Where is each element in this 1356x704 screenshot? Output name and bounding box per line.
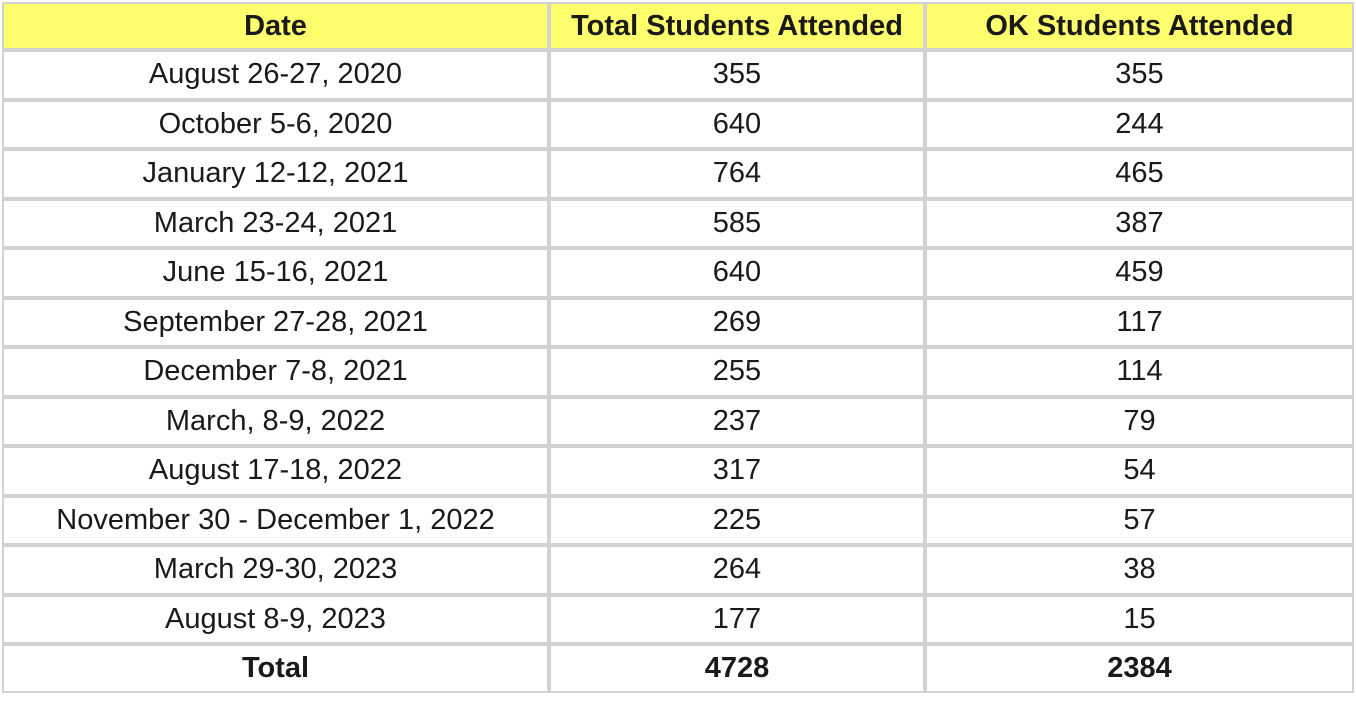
table-row [2,446,1354,496]
ok-students-cell: 54 [925,446,1354,496]
date-cell: March 23-24, 2021 [2,199,549,249]
table-row [2,50,1354,100]
total-label: Total [2,644,549,693]
date-cell: March 29-30, 2023 [2,545,549,595]
header-date: Date [2,2,549,50]
total-students-cell: 640 [549,248,925,298]
ok-students-cell: 387 [925,199,1354,249]
total-students-cell: 269 [549,298,925,348]
ok-students-cell: 355 [925,50,1354,100]
table-row [2,100,1354,150]
ok-students-sum: 2384 [925,644,1354,693]
date-cell: March, 8-9, 2022 [2,397,549,447]
table-row [2,298,1354,348]
total-students-cell: 177 [549,595,925,645]
table-row [2,347,1354,397]
total-students-cell: 355 [549,50,925,100]
ok-students-cell: 117 [925,298,1354,348]
ok-students-cell: 244 [925,100,1354,150]
date-cell: August 8-9, 2023 [2,595,549,645]
total-students-cell: 255 [549,347,925,397]
ok-students-cell: 15 [925,595,1354,645]
total-row [2,644,1354,693]
table-row [2,496,1354,546]
attendance-table [2,2,1354,693]
date-cell: December 7-8, 2021 [2,347,549,397]
table-row [2,149,1354,199]
table-row [2,595,1354,645]
table-row [2,248,1354,298]
date-cell: January 12-12, 2021 [2,149,549,199]
date-cell: June 15-16, 2021 [2,248,549,298]
header-total-students: Total Students Attended [549,2,925,50]
date-cell: November 30 - December 1, 2022 [2,496,549,546]
date-cell: September 27-28, 2021 [2,298,549,348]
total-students-cell: 317 [549,446,925,496]
date-cell: August 26-27, 2020 [2,50,549,100]
header-ok-students: OK Students Attended [925,2,1354,50]
table-row [2,199,1354,249]
total-students-cell: 237 [549,397,925,447]
ok-students-cell: 114 [925,347,1354,397]
total-students-cell: 264 [549,545,925,595]
date-cell: August 17-18, 2022 [2,446,549,496]
header-row [2,2,1354,50]
ok-students-cell: 38 [925,545,1354,595]
table-row [2,397,1354,447]
ok-students-cell: 459 [925,248,1354,298]
total-students-cell: 764 [549,149,925,199]
table-row [2,545,1354,595]
ok-students-cell: 465 [925,149,1354,199]
ok-students-cell: 79 [925,397,1354,447]
total-students-cell: 640 [549,100,925,150]
total-students-cell: 585 [549,199,925,249]
total-students-sum: 4728 [549,644,925,693]
total-students-cell: 225 [549,496,925,546]
ok-students-cell: 57 [925,496,1354,546]
date-cell: October 5-6, 2020 [2,100,549,150]
